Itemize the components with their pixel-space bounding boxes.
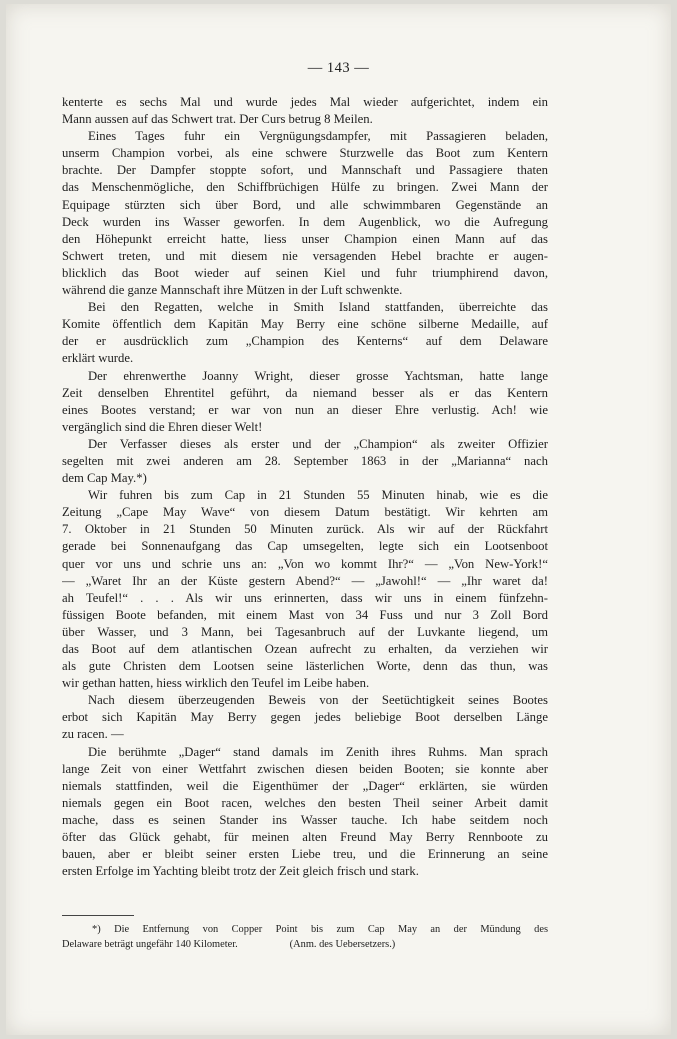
body-text: [62, 94, 548, 880]
text-line: — „Waret Ihr an der Küste gestern Abend?“ — „Jawohl!“ — „Ihr waret da!: [62, 573, 548, 588]
paragraph: [62, 436, 548, 487]
text-line: während die ganze Mannschaft ihre Mützen in der Luft schwenkte.: [62, 283, 403, 298]
text-line: Der ehrenwerthe Joanny Wright, dieser grosse Yachtsman, hatte lange: [88, 368, 548, 383]
text-line: den Höhepunkt erreicht hatte, liess unser Champion einen Mann auf das: [62, 231, 548, 246]
text-line: unserm Champion vorbei, als eine schwere Sturzwelle das Boot zum Kentern: [62, 146, 548, 161]
footnote-divider: [62, 915, 134, 916]
text-line: Komite öffentlich dem Kapitän May Berry eine schöne silberne Medaille, auf: [62, 317, 548, 332]
text-line: wir gethan hatten, hiess wirklich den Teufel im Leibe haben.: [62, 676, 370, 691]
text-line: Die berühmte „Dager“ stand damals im Zenith ihres Ruhms. Man sprach: [88, 744, 548, 759]
text-line: als gute Christen dem Lootsen seine lästerlichen Worte, denn das thun, was: [62, 659, 548, 674]
paragraph: [62, 692, 548, 743]
text-line: zu racen. —: [62, 727, 124, 742]
text-line: über Wasser, und 3 Mann, bei Tagesanbruch auf der Luvkante liegend, um: [62, 624, 548, 639]
text-line: quer vor uns und schrie uns an: „Von wo kommt Ihr?“ — „Von New-York!“: [62, 556, 548, 571]
paragraph: [62, 487, 548, 692]
text-line: niemals stattfinden, weil die Eigenthümer der „Dager“ erklärten, sie würden: [62, 778, 548, 793]
text-line: kenterte es sechs Mal und wurde jedes Mal wieder aufgerichtet, indem ein: [62, 95, 548, 109]
text-line: niemals gegen ein Boot racen, welches den besten Theil seiner Arbeit damit: [62, 795, 548, 810]
paragraph: [62, 368, 548, 436]
text-line: füssigen Boote befanden, mit einem Mast von 34 Fuss und nur 3 Zoll Bord: [62, 607, 548, 622]
footnote: [62, 923, 548, 952]
text-line: erbot sich Kapitän May Berry gegen jedes beliebige Boot derselben Länge: [62, 710, 548, 725]
text-line: Nach diesem überzeugenden Beweis von der Seetüchtigkeit seines Bootes: [88, 693, 548, 708]
paragraph: [62, 299, 548, 367]
text-line: Deck wurden ins Wasser geworfen. In dem Augenblick, wo die Aufregung: [62, 214, 548, 229]
text-line: Zeit denselben Ehrentitel geführt, da niemand besser als er das Kentern: [62, 385, 548, 400]
text-line: das Menschenmögliche, den Schiffbrüchigen Hülfe zu bringen. Zwei Mann der: [62, 180, 548, 195]
text-line: Der Verfasser dieses als erster und der „Champion“ als zweiter Offizier: [88, 436, 548, 451]
text-line: segelten mit zwei anderen am 28. September 1863 in der „Marianna“ nach: [62, 453, 548, 468]
text-line: Wir fuhren bis zum Cap in 21 Stunden 55 Minuten hinab, wie es die: [88, 488, 548, 503]
text-line: mache, dass es seinen Stander ins Wasser tauche. Ich habe seitdem noch: [62, 812, 548, 827]
text-line: blicklich das Boot wieder auf seinen Kiel und fuhr triumphirend davon,: [62, 265, 548, 280]
text-line: lange Zeit von einer Wettfahrt zwischen diesen beiden Booten; sie konnte aber: [62, 761, 548, 776]
text-line: öfter das Glück gehabt, für meinen alten Freund May Berry Rennboote zu: [62, 830, 548, 845]
text-line: ersten Erfolge im Yachting bleibt trotz der Zeit gleich frisch und stark.: [62, 864, 419, 879]
footnote-line: Delaware beträgt ungefähr 140 Kilometer. (Anm. des Uebersetzers.): [62, 938, 396, 950]
text-line: Equipage stürzten sich über Bord, und alle schwimmbaren Gegenstände an: [62, 197, 548, 212]
text-line: Eines Tages fuhr ein Vergnügungsdampfer, mit Passagieren beladen,: [88, 129, 548, 144]
paragraph: [62, 744, 548, 881]
text-line: Schwert treten, und mit diesem nie versagenden Hebel brachte er augen-: [62, 248, 548, 263]
footnote-line: *) Die Entfernung von Copper Point bis zum Cap May an der Mündung des: [92, 924, 548, 935]
text-line: das Boot auf dem atlantischen Ozean aufrecht zu erhalten, da verziehen wir: [62, 642, 548, 656]
paragraph: [62, 128, 548, 299]
text-line: eines Bootes verstand; er war von nun an dieser Ehre verlustig. Ach! wie: [62, 402, 548, 417]
text-line: erklärt wurde.: [62, 351, 134, 366]
text-line: gerade bei Sonnenaufgang das Cap umsegelten, legte sich ein Lootsenboot: [62, 539, 548, 554]
text-line: ah Teufel!“ . . . Als wir uns erinnerten, dass wir uns in einem fünfzehn-: [62, 590, 548, 605]
text-line: brachte. Der Dampfer stoppte sofort, und Mannschaft und Passagiere thaten: [62, 163, 548, 178]
text-line: Bei den Regatten, welche in Smith Island stattfanden, überreichte das: [88, 300, 548, 315]
text-line: der er ausdrücklich zum „Champion des Kenterns“ auf dem Delaware: [62, 334, 548, 349]
text-line: Mann aussen auf das Schwert trat. Der Curs betrug 8 Meilen.: [62, 112, 373, 127]
text-line: dem Cap May.*): [62, 471, 147, 486]
paragraph: [62, 94, 548, 128]
text-line: bauen, aber er bleibt seiner ersten Liebe treu, und die Erinnerung an seine: [62, 847, 548, 862]
text-line: vergänglich sind die Ehren dieser Welt!: [62, 419, 263, 434]
text-line: 7. Oktober in 21 Stunden 50 Minuten zurück. Als wir auf der Rückfahrt: [62, 522, 548, 537]
page-number: — 143 —: [307, 60, 370, 76]
text-line: Zeitung „Cape May Wave“ von diesem Datum bestätigt. Wir kehrten am: [62, 505, 548, 520]
